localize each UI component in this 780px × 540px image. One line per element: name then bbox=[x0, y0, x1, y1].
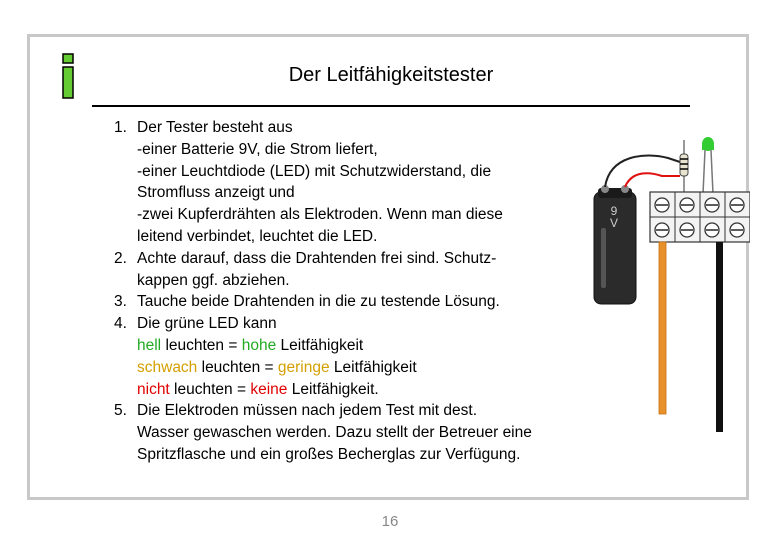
text-segment: leuchten = bbox=[161, 336, 242, 354]
list-number: 4. bbox=[114, 315, 127, 333]
resistor-icon bbox=[680, 140, 688, 194]
text-segment: leuchten = bbox=[197, 358, 278, 376]
battery-9v-icon bbox=[594, 185, 636, 304]
conductivity-line-none bbox=[137, 379, 608, 401]
list-text: Stromfluss anzeigt und bbox=[137, 184, 295, 202]
list-text: Tauche beide Drahtenden in die zu testende Lösung. bbox=[137, 293, 500, 311]
word-nicht: nicht bbox=[137, 380, 170, 398]
title-underline bbox=[92, 105, 690, 107]
list-item-4 bbox=[108, 313, 608, 400]
green-led-icon bbox=[702, 137, 714, 194]
instruction-list bbox=[108, 117, 608, 466]
text-segment: Leitfähigkeit bbox=[276, 336, 364, 354]
list-text: -einer Leuchtdiode (LED) mit Schutzwiderstand, die bbox=[137, 162, 492, 180]
list-item-1 bbox=[108, 117, 608, 248]
conductivity-tester-illustration bbox=[590, 130, 750, 440]
list-item-5 bbox=[108, 400, 608, 465]
copper-electrode-icon bbox=[659, 242, 666, 414]
list-text: Spritzflasche und ein großes Becherglas zur Verfügung. bbox=[137, 445, 521, 463]
word-hell: hell bbox=[137, 336, 162, 354]
terminal-block-icon bbox=[650, 192, 750, 242]
battery-label-v: V bbox=[609, 216, 619, 230]
list-text: Der Tester besteht aus bbox=[137, 119, 293, 136]
word-hohe: hohe bbox=[241, 336, 277, 354]
info-i-icon bbox=[60, 52, 76, 100]
conductivity-line-high bbox=[137, 335, 608, 357]
list-item-2 bbox=[108, 248, 608, 292]
list-text: Die grüne LED kann bbox=[137, 315, 277, 333]
list-number: 5. bbox=[114, 402, 127, 420]
list-text: Achte darauf, dass die Drahtenden frei sind. Schutz- bbox=[137, 249, 497, 267]
text-segment: leuchten = bbox=[169, 380, 251, 398]
black-electrode-icon bbox=[716, 242, 723, 432]
page-number: 16 bbox=[381, 513, 399, 530]
word-schwach: schwach bbox=[137, 358, 198, 376]
list-text: Die Elektroden müssen nach jedem Test mit dest. bbox=[137, 402, 478, 420]
list-number: 3. bbox=[114, 293, 127, 311]
battery-wire-black bbox=[605, 155, 680, 187]
list-item-3 bbox=[108, 291, 608, 313]
list-text: Wasser gewaschen werden. Dazu stellt der Betreuer eine bbox=[137, 424, 532, 442]
list-number: 1. bbox=[114, 119, 127, 136]
word-geringe: geringe bbox=[277, 358, 330, 376]
battery-label-9: 9 bbox=[610, 204, 618, 218]
list-text: kappen ggf. abziehen. bbox=[137, 271, 290, 289]
word-keine: keine bbox=[250, 380, 288, 398]
list-text: -zwei Kupferdrähten als Elektroden. Wenn man diese bbox=[137, 206, 503, 224]
text-segment: Leitfähigkeit. bbox=[287, 380, 379, 398]
battery-wire-red bbox=[625, 173, 680, 187]
conductivity-line-low bbox=[137, 357, 608, 379]
list-number: 2. bbox=[114, 249, 127, 267]
list-text: -einer Batterie 9V, die Strom liefert, bbox=[137, 140, 378, 158]
text-segment: Leitfähigkeit bbox=[329, 358, 417, 376]
list-text: leitend verbindet, leuchtet die LED. bbox=[137, 227, 378, 245]
slide-title: Der Leitfähigkeitstester bbox=[288, 64, 494, 86]
